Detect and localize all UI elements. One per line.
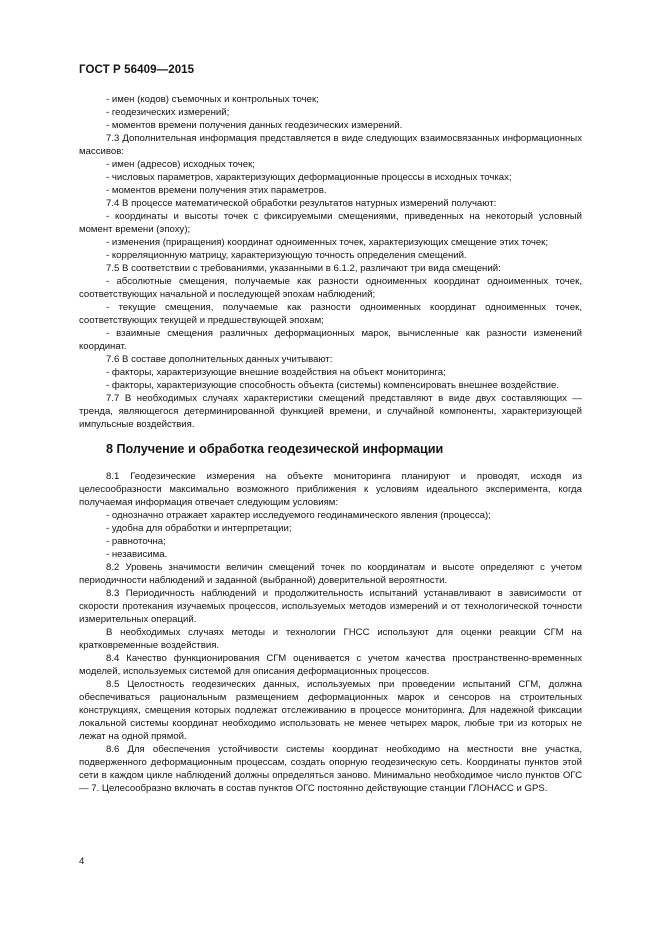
list-item: - координаты и высоты точек с фиксируемыми смещениями, приведенных на некоторый условный момент времени (эпоху); — [79, 211, 582, 235]
document-header: ГОСТ Р 56409—2015 — [79, 64, 195, 76]
paragraph-7-3: 7.3 Дополнительная информация представляется в виде следующих взаимосвязанных информационных массивов: — [79, 133, 582, 157]
list-item: - моментов времени получения данных геодезических измерений. — [106, 120, 403, 131]
list-item: - факторы, характеризующие способность объекта (системы) компенсировать внешнее воздействие. — [106, 380, 560, 391]
paragraph-7-6: 7.6 В составе дополнительных данных учитывают: — [106, 354, 333, 365]
list-item: - взаимные смещения различных деформационных марок, вычисленные как разности изменений координат. — [79, 328, 582, 352]
list-item: - изменения (приращения) координат одноименных точек, характеризующих смещение этих точек; — [106, 237, 549, 248]
paragraph-8-5: 8.5 Целостность геодезических данных, используемых при проведении испытаний СГМ, должна обеспечиваться рациональным размещением деформационных марок и сенсоров на строительных конструкциях, смещения которых подлежат отслеживанию в процессе мониторинга. Для надежной фиксации локальной системы координат необходимо использовать не менее четырех марок, любые три из которых не лежат на одной прямой. — [79, 679, 582, 742]
page-number: 4 — [79, 856, 85, 867]
paragraph-7-5: 7.5 В соответствии с требованиями, указанными в 6.1.2, различают три вида смещений: — [106, 263, 501, 274]
paragraph-8-3: 8.3 Периодичность наблюдений и продолжительность испытаний устанавливают в зависимости от скорости протекания изучаемых процессов, используемых методов измерений и от технологической точности измерительных операций. — [79, 588, 582, 625]
section-heading: 8 Получение и обработка геодезической информации — [106, 442, 444, 456]
list-item: - текущие смещения, получаемые как разности одноименных координат одноименных точек, соответствующих текущей и предшествующей эпохам; — [79, 302, 582, 326]
paragraph-8-1: 8.1 Геодезические измерения на объекте мониторинга планируют и проводят, исходя из целесообразности максимально возможного приближения к условиям идеального эксперимента, когда получаемая информация отвечает следующим условиям: — [79, 471, 582, 508]
paragraph-7-7: 7.7 В необходимых случаях характеристики смещений представляют в виде двух составляющих — тренда, являющегося детерминированной функцией времени, и случайной компоненты, характеризующей импульсные воздействия. — [79, 393, 582, 430]
paragraph-8-6: 8.6 Для обеспечения устойчивости системы координат необходимо на местности вне участка, подверженного деформационным процессам, создать опорную геодезическую сеть. Координаты пунктов этой сети в каждом цикле наблюдений должны определяться заново. Минимально необходимое число пунктов ОГС — 7. Целесообразно включать в состав пунктов ОГС постоянно действующие станции ГЛОНАСС и GPS. — [79, 744, 582, 794]
list-item: - однозначно отражает характер исследуемого геодинамического явления (процесса); — [106, 510, 491, 521]
list-item: - имен (кодов) съемочных и контрольных точек; — [106, 94, 319, 105]
list-item: - геодезических измерений; — [106, 107, 230, 118]
list-item: - моментов времени получения этих параметров. — [106, 185, 327, 196]
paragraph-7-4: 7.4 В процессе математической обработки результатов натурных измерений получают: — [106, 198, 497, 209]
list-item: - числовых параметров, характеризующих деформационные процессы в исходных точках; — [106, 172, 512, 183]
list-item: - корреляционную матрицу, характеризующую точность определения смещений. — [106, 250, 467, 261]
list-item: - имен (адресов) исходных точек; — [106, 159, 255, 170]
list-item: - удобна для обработки и интерпретации; — [106, 523, 292, 534]
list-item: - факторы, характеризующие внешние воздействия на объект мониторинга; — [106, 367, 446, 378]
document-body — [79, 93, 582, 795]
list-item: - независима. — [106, 549, 168, 560]
list-item: - равноточна; — [106, 536, 166, 547]
paragraph-8-4: 8.4 Качество функционирования СГМ оценивается с учетом качества пространственно-временных моделей, используемых системой для описания деформационных процессов. — [79, 653, 582, 677]
list-item: - абсолютные смещения, получаемые как разности одноименных координат одноименных точек, соответствующих начальной и последующей эпохам наблюдений; — [79, 276, 582, 300]
paragraph-gnss: В необходимых случаях методы и технологии ГНСС используют для оценки реакции СГМ на кратковременные воздействия. — [79, 627, 582, 651]
paragraph-8-2: 8.2 Уровень значимости величин смещений точек по координатам и высоте определяют с учетом периодичности наблюдений и заданной (выбранной) доверительной вероятности. — [79, 562, 582, 586]
